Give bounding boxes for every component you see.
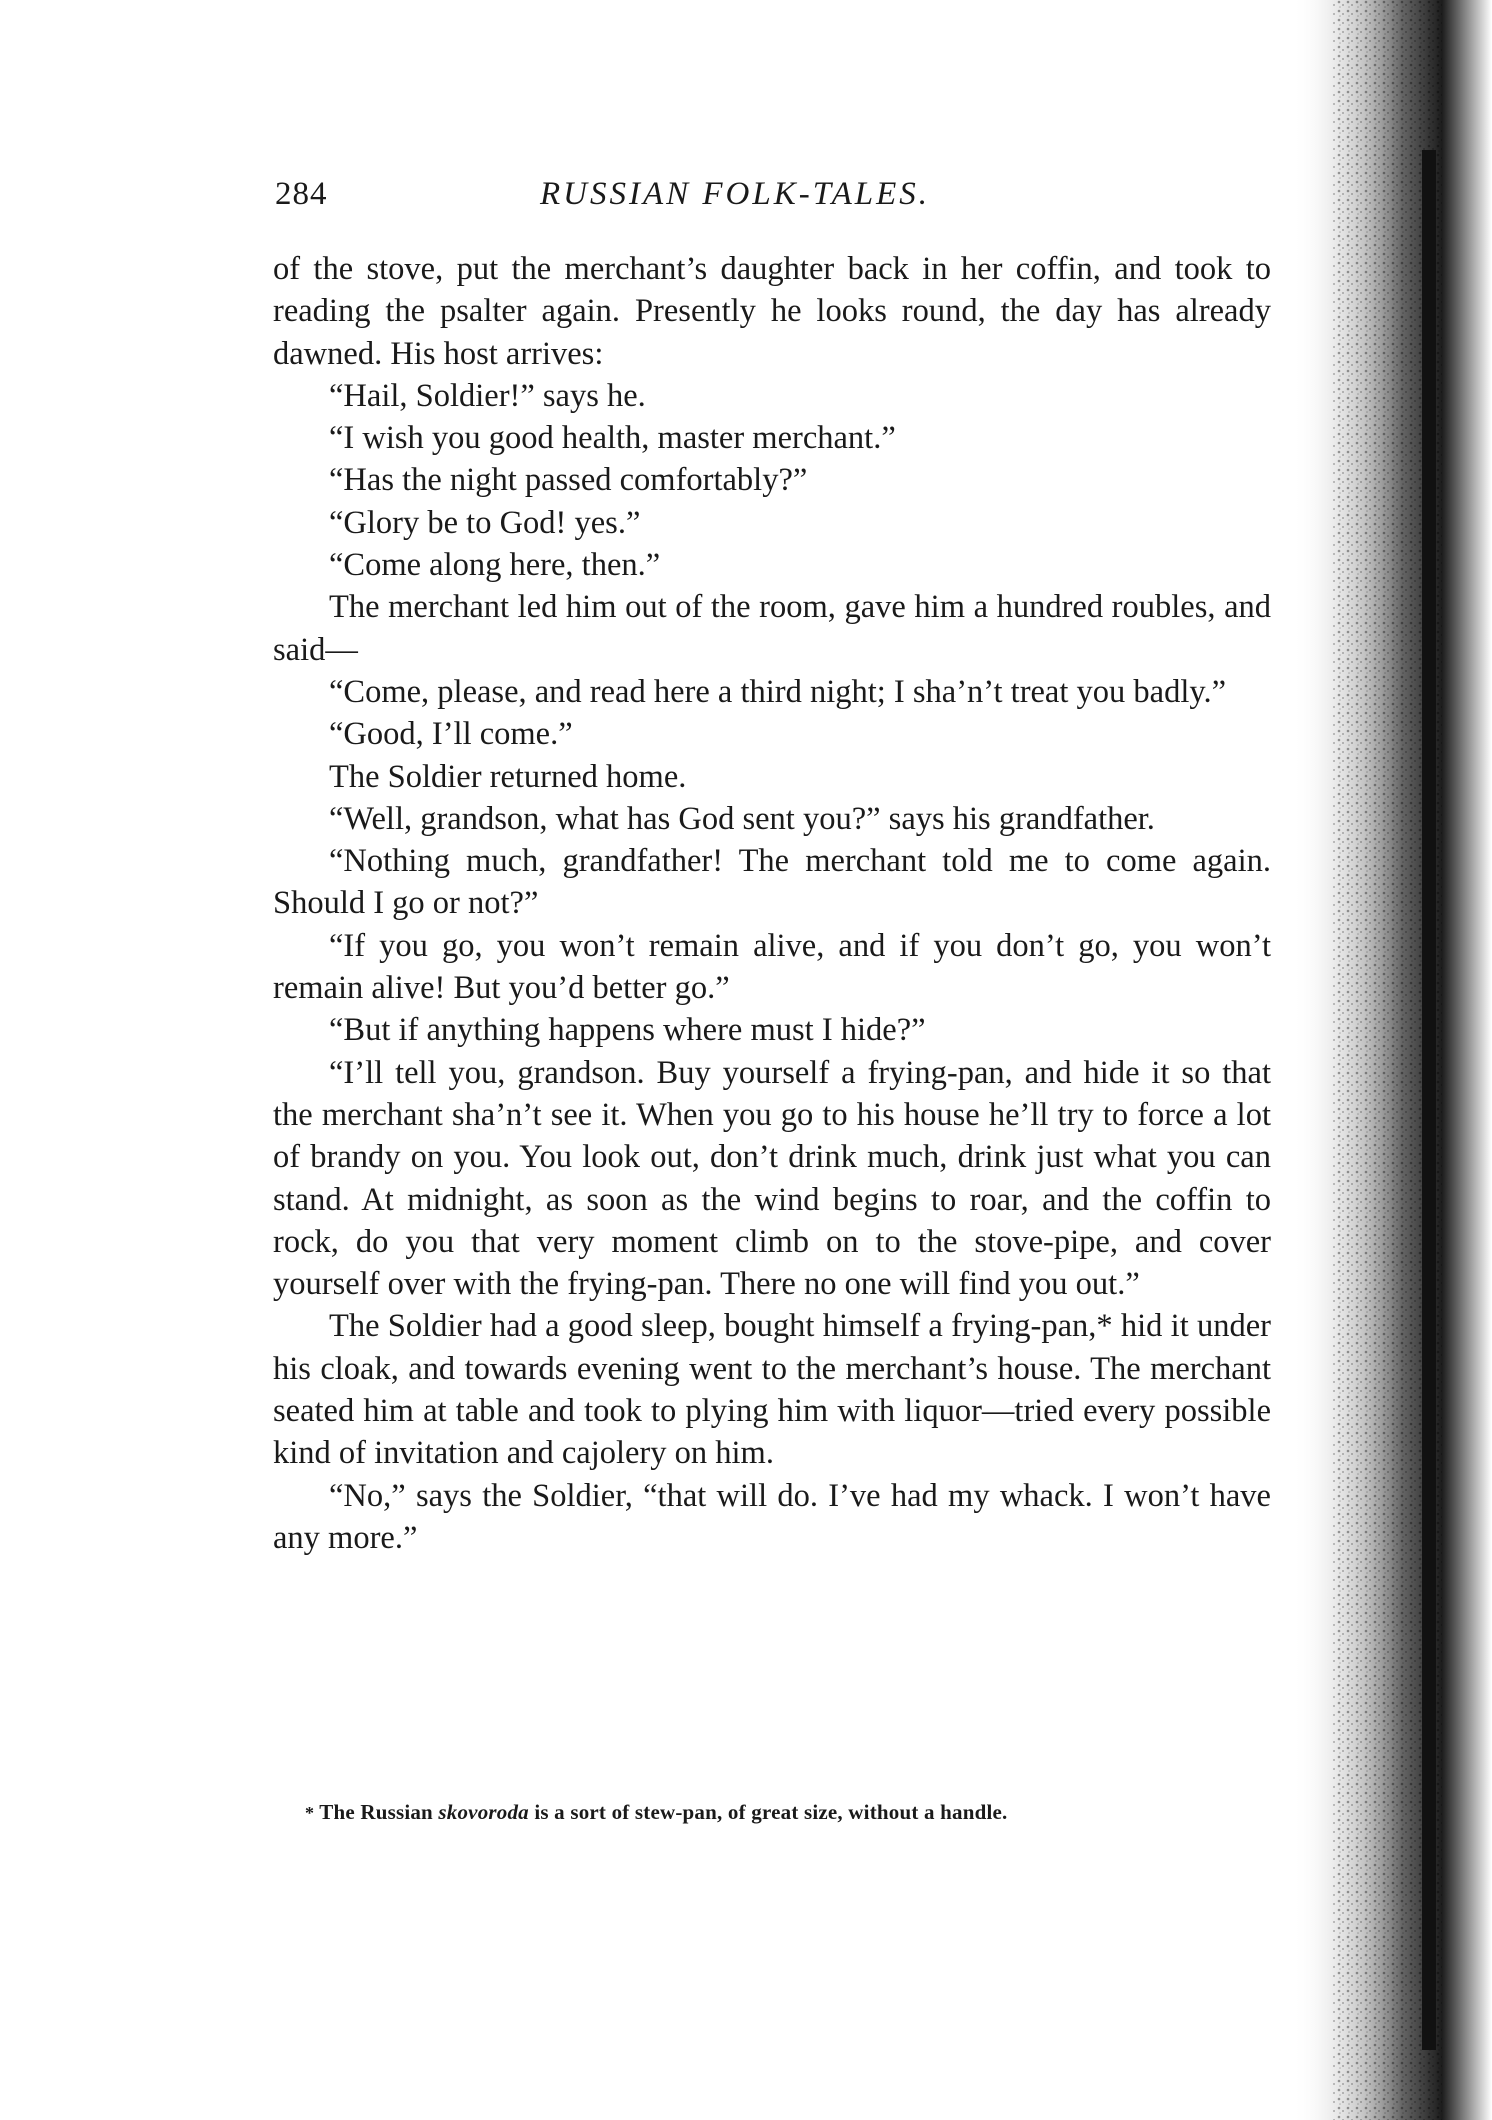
scan-binding-shadow xyxy=(1292,0,1492,2120)
paragraph: “Glory be to God! yes.” xyxy=(329,504,641,541)
paragraph: The Soldier returned home. xyxy=(329,758,687,795)
footnote-rest: is a sort of stew-pan, of great size, without a handle. xyxy=(528,1800,1008,1824)
footnote-term: skovoroda xyxy=(438,1800,529,1824)
paragraph: of the stove, put the merchant’s daughter back in her coffin, and took to reading the psalter again. Presently he looks round, the day has already dawned. His host arrives: xyxy=(273,251,1271,372)
paragraph: “Hail, Soldier!” says he. xyxy=(329,377,646,414)
paragraph: “But if anything happens where must I hide?” xyxy=(329,1012,926,1049)
paragraph: “I wish you good health, master merchant.” xyxy=(329,420,896,457)
paragraph: “I’ll tell you, grandson. Buy yourself a frying-pan, and hide it so that the merchant sha’n’t see it. When you go to his house he’ll try to force a lot of brandy on you. You look out, don’t drink much, drink just what you can stand. At midnight, as soon as the wind begins to roar, and the coffin to rock, do you that very moment climb on to the stove-pipe, and cover yourself over with the frying-pan. There no one will find you out.” xyxy=(273,1054,1271,1303)
page-header xyxy=(275,176,1275,226)
paragraph: “If you go, you won’t remain alive, and if you don’t go, you won’t remain alive! But you’d better go.” xyxy=(273,927,1271,1007)
paragraph: “Has the night passed comfortably?” xyxy=(329,462,808,499)
footnote-marker: * xyxy=(305,1803,315,1823)
paragraph: “No,” says the Soldier, “that will do. I’ve had my whack. I won’t have any more.” xyxy=(273,1477,1271,1556)
footnote-lead: The Russian xyxy=(319,1800,439,1824)
paragraph: “Come, please, and read here a third night; I sha’n’t treat you badly.” xyxy=(329,673,1227,710)
paragraph: “Come along here, then.” xyxy=(329,547,661,584)
paragraph: The merchant led him out of the room, gave him a hundred roubles, and said— xyxy=(273,589,1271,668)
body-text xyxy=(273,248,1271,1559)
footnote xyxy=(305,1800,1265,1825)
paragraph: “Good, I’ll come.” xyxy=(329,716,573,753)
page-number: 284 xyxy=(275,176,328,212)
paragraph: The Soldier had a good sleep, bought himself a frying-pan,* hid it under his cloak, and towards evening went to the merchant’s house. The merchant seated him at table and took to plying him with liquor—tried every possible kind of invitation and cajolery on him. xyxy=(273,1308,1271,1472)
running-title: RUSSIAN FOLK-TALES. xyxy=(540,176,931,212)
paragraph: “Nothing much, grandfather! The merchant told me to come again. Should I go or not?” xyxy=(273,843,1271,922)
paragraph: “Well, grandson, what has God sent you?” says his grandfather. xyxy=(329,800,1155,837)
